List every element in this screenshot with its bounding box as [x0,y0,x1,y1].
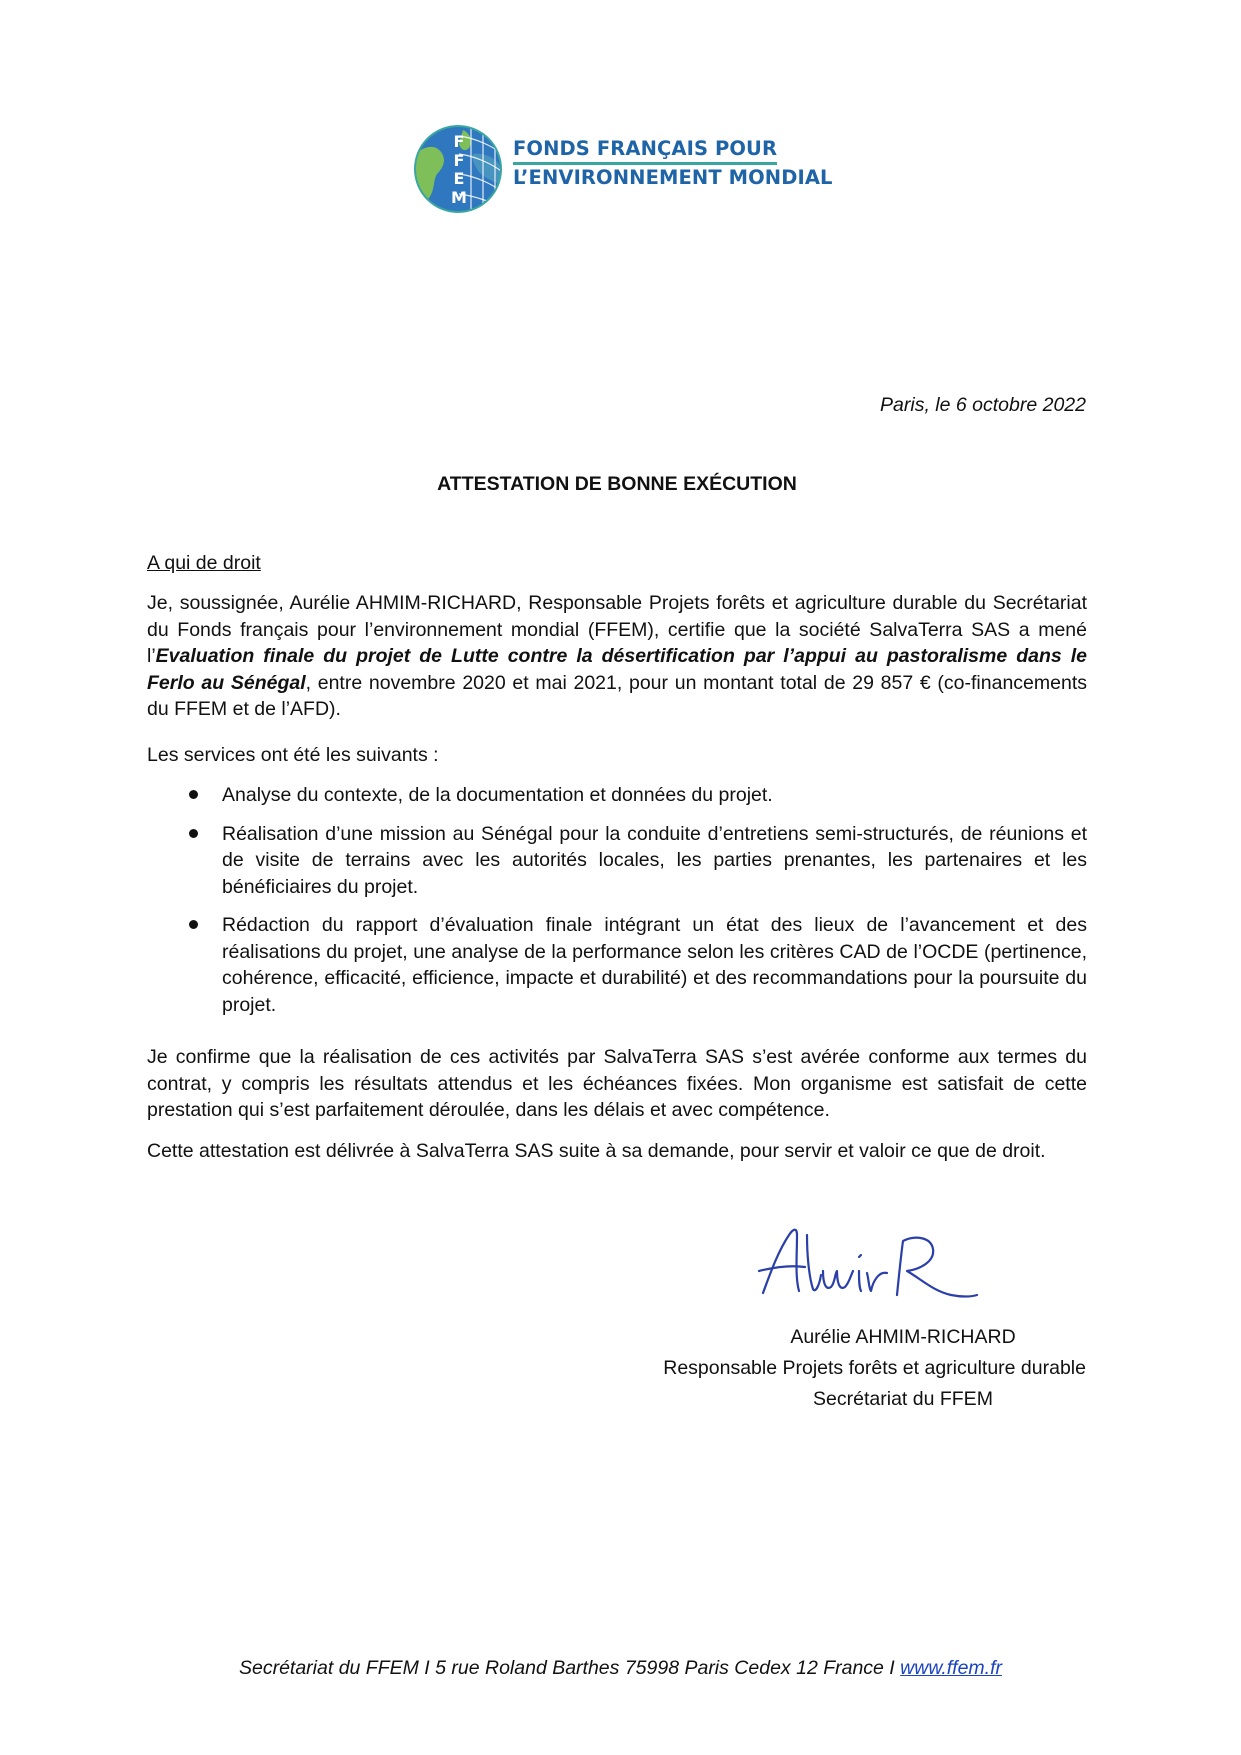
signer-block [620,1322,1086,1415]
para1-end: , entre novembre 2020 et mai 2021, pour un montant total de 29 857 € (co-financements du FFEM et de l’AFD). [147,671,1087,720]
signer-name: Aurélie AHMIM-RICHARD [790,1326,1016,1348]
footer-address: Secrétariat du FFEM I 5 rue Roland Barthes 75998 Paris Cedex 12 France I [238,1657,901,1679]
services-list [147,782,1087,1030]
logo-letter: F [453,150,465,170]
salutation: A qui de droit [147,552,261,574]
project-title: Evaluation finale du projet de Lutte contre la désertification par l’appui au pastoralisme dans le Ferlo au Sénégal [147,645,1087,694]
paragraph-confirmation: Je confirme que la réalisation de ces activités par SalvaTerra SAS s’est avérée conforme aux termes du contrat, y compris les résultats attendus et les échéances fixées. Mon organisme est satisfait de cette prestation qui s’est parfaitement déroulée, dans les délais et avec compétence. [147,1046,1087,1121]
signer-org: Secrétariat du FFEM [813,1388,993,1410]
logo-letter: E [453,169,465,189]
ffem-logo [413,124,833,214]
paragraph-certification [147,590,1087,723]
bullet-icon [189,920,198,929]
logo-line-2: L’ENVIRONNEMENT MONDIAL [513,166,833,189]
handwritten-signature [755,1215,985,1315]
list-item [147,912,1087,1018]
footer-website-link[interactable]: www.ffem.fr [900,1657,1002,1679]
logo-line-1: FONDS FRANÇAIS POUR [513,136,777,165]
service-text: Rédaction du rapport d’évaluation finale intégrant un état des lieux de l’avancement et des réalisations du projet, une analyse de la performance selon les critères CAD de l’OCDE (pertinence, cohérence, efficacité, efficience, impacte et durabilité) et des recommandations pour la poursuite du projet. [222,914,1087,1016]
letter-date: Paris, le 6 octobre 2022 [880,394,1086,416]
bullet-icon [189,790,198,799]
logo-letter: F [453,132,465,151]
logo-letter: M [451,187,467,207]
list-item [147,782,1087,809]
letter-title: ATTESTATION DE BONNE EXÉCUTION [437,473,797,495]
list-item [147,821,1087,901]
service-text: Analyse du contexte, de la documentation et données du projet. [222,784,773,806]
services-intro: Les services ont été les suivants : [147,744,439,766]
logo-wordmark [513,136,833,190]
para1-start: Je, soussignée, Aurélie AHMIM-RICHARD, Responsable Projets forêts et agriculture durable du Secrétariat du Fonds français pour l’environnement mondial (FFEM), certifie que la société SalvaTerra SAS a mené l’ [147,592,1087,667]
bullet-icon [189,829,198,838]
paragraph-delivery: Cette attestation est délivrée à SalvaTerra SAS suite à sa demande, pour servir et valoir ce que de droit. [147,1140,1046,1162]
logo-mark-letters [447,134,471,206]
service-text: Réalisation d’une mission au Sénégal pour la conduite d’entretiens semi-structurés, de réunions et de visite de terrains avec les autorités locales, les parties prenantes, les partenaires et les bénéficiaires du projet. [222,822,1087,898]
page-footer [100,1657,1141,1680]
signer-role: Responsable Projets forêts et agriculture durable [663,1357,1086,1379]
